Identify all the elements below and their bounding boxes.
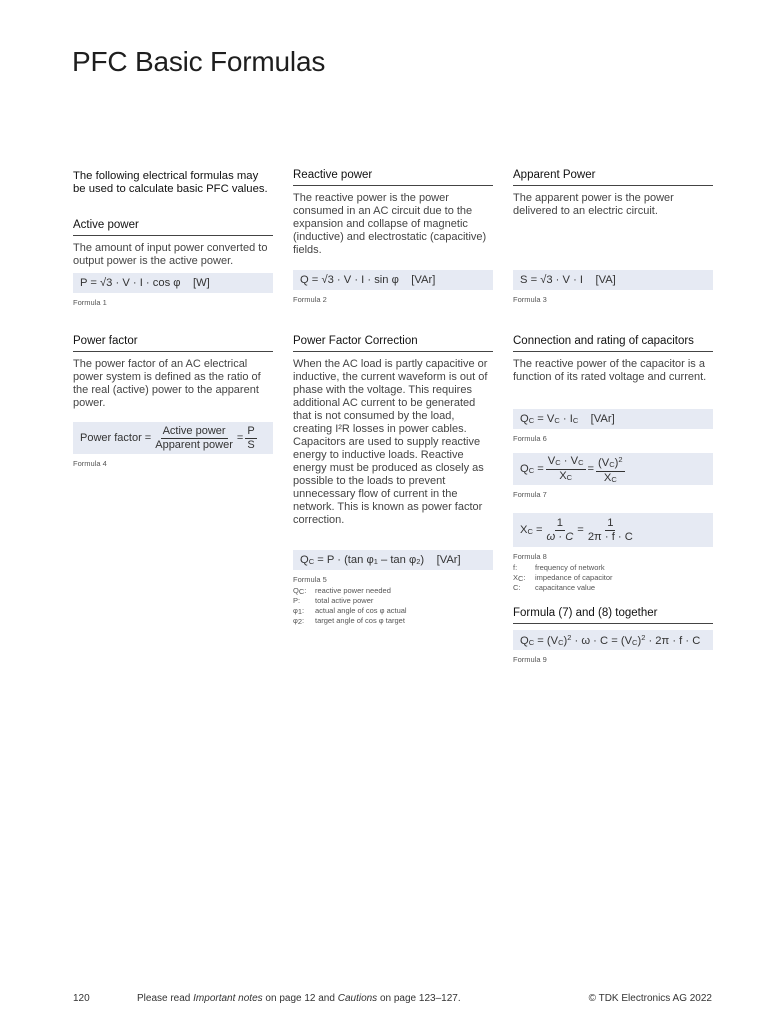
formula-7-box xyxy=(513,453,713,485)
formula-8-box xyxy=(513,513,713,547)
formula-8-label: Formula 8 xyxy=(513,552,547,561)
variable-row: C: capacitance value xyxy=(513,583,596,592)
formula-7-fraction-2: $\frac{(V_C)^2}{X_C}$ xyxy=(598,454,623,484)
apparent-power-heading: Apparent Power xyxy=(513,169,713,186)
reactive-power-section xyxy=(293,169,493,304)
formula-8-lhs: $X_C$ = xyxy=(520,524,543,536)
power-factor-body: The power factor of an AC electrical power system is defined as the ratio of the real (active) power to the apparent power. xyxy=(73,358,261,409)
apparent-power-body: The apparent power is the power delivered to an electric circuit. xyxy=(513,192,674,217)
apparent-power-section xyxy=(513,169,713,304)
pfc-heading: Power Factor Correction xyxy=(293,335,493,352)
variable-row: $\varphi_2$: target angle of cos φ target xyxy=(293,616,405,626)
formula-6-label: Formula 6 xyxy=(513,434,547,443)
active-power-heading: Active power xyxy=(73,219,273,236)
copyright: © TDK Electronics AG 2022 xyxy=(588,993,712,1004)
formula-5-variables xyxy=(293,586,493,626)
variable-row: $X_C$: impedance of capacitor xyxy=(513,573,613,583)
formula-7-lhs: $Q_C$ = xyxy=(520,463,544,475)
variable-row: P: total active power xyxy=(293,596,374,605)
pfc-section xyxy=(293,335,493,626)
variable-row: $\varphi_1$: actual angle of cos φ actual xyxy=(293,606,407,616)
capacitors-section xyxy=(513,335,713,593)
formula-5: $Q_C = P \cdot (\tan$ $\varphi_1$ – $\tan \varphi_2$) [VAr] xyxy=(300,554,461,566)
formula-2-box xyxy=(293,270,493,290)
capacitors-heading: Connection and rating of capacitors xyxy=(513,335,713,352)
formula-4-equals: = xyxy=(236,432,244,444)
formula-1-label: Formula 1 xyxy=(73,298,107,307)
formula-2: Q = √3 · V · I · sin φ [VAr] xyxy=(300,274,436,286)
formula-4-box xyxy=(73,422,273,454)
formula-3-label: Formula 3 xyxy=(513,295,547,304)
formula-8-fraction-1: $\frac{1}{\omega \cdot C}$ xyxy=(546,516,574,543)
formula-4-label: Formula 4 xyxy=(73,459,107,468)
formula-3-box xyxy=(513,270,713,290)
reactive-power-body: The reactive power is the power consumed in an AC circuit due to the expansion and collapse of magnetic (inductive) and electrostatic (capacitive) fields. xyxy=(293,192,487,256)
formula-4-fraction-2 xyxy=(245,425,256,452)
active-power-section xyxy=(73,219,273,307)
formula-5-box xyxy=(293,550,493,570)
variable-row: f: frequency of network xyxy=(513,563,605,572)
formula-7-equals: = xyxy=(587,463,595,475)
formula-6: $Q_C = V_C \cdot I_C$ [VAr] xyxy=(520,413,615,425)
formula-6-box xyxy=(513,409,713,429)
formula-4-denominator-1: Apparent power xyxy=(155,438,233,451)
formula-9-box xyxy=(513,630,713,650)
footer-note: Please read Important notes on page 12 and Cautions on page 123–127. xyxy=(137,993,461,1004)
power-factor-heading: Power factor xyxy=(73,335,273,352)
formula-8-fraction-2: $\frac{1}{2\pi \cdot f \cdot C}$ xyxy=(587,516,633,543)
formula-4-numerator-2: P xyxy=(247,424,255,437)
formula-1-box xyxy=(73,273,273,293)
pfc-body: When the AC load is partly capacitive or inductive, the current waveform is out of phase with the voltage. This requires additional AC current to be generated that is not consumed by the load, creating I²R losses in power cables. Capacitors are used to supply reactive energy to inductive loads. Reactive energy must be produced as closely as possible to the loads to prevent unnecessary flow of current in the network. This is known as power factor correction. xyxy=(293,358,488,526)
formula-5-label: Formula 5 xyxy=(293,575,327,584)
together-section xyxy=(513,607,713,664)
formula-7-fraction-1: $\frac{V_C \cdot V_C}{X_C}$ xyxy=(547,454,584,482)
reactive-power-heading: Reactive power xyxy=(293,169,493,186)
formula-4-lhs: Power factor = xyxy=(80,432,152,444)
variable-row: $Q_C$: reactive power needed xyxy=(293,586,391,596)
intro-text: The following electrical formulas may be used to calculate basic PFC values. xyxy=(73,170,268,195)
active-power-body: The amount of input power converted to output power is the active power. xyxy=(73,242,268,267)
power-factor-section xyxy=(73,335,273,468)
formula-4-numerator-1: Active power xyxy=(162,424,226,437)
formula-9: $Q_C = (V_C)^2 \cdot \omega \cdot C = (V_C)^2 \cdot 2\pi \cdot f \cdot C$ xyxy=(520,633,701,647)
formula-2-label: Formula 2 xyxy=(293,295,327,304)
formula-3: S = √3 · V · I [VA] xyxy=(520,274,616,286)
formula-4-denominator-2: S xyxy=(247,438,255,451)
together-heading: Formula (7) and (8) together xyxy=(513,607,713,624)
formula-9-label: Formula 9 xyxy=(513,655,547,664)
capacitors-body: The reactive power of the capacitor is a function of its rated voltage and current. xyxy=(513,358,707,383)
formula-4-fraction-1 xyxy=(153,425,235,452)
page-title: PFC Basic Formulas xyxy=(72,46,326,77)
formula-7-label: Formula 7 xyxy=(513,490,547,499)
formula-8-equals: = xyxy=(577,524,584,536)
page-number: 120 xyxy=(73,993,90,1004)
formula-8-variables xyxy=(513,563,713,593)
formula-1: P = √3 · V · I · cos φ [W] xyxy=(80,277,210,289)
